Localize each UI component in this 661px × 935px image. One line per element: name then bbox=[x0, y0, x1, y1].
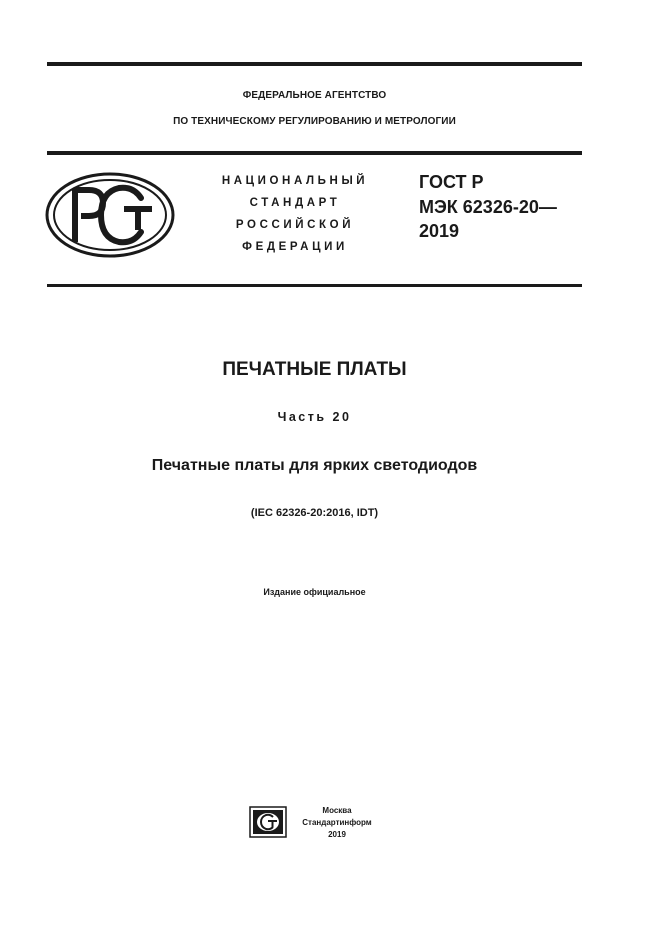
national-line-4: ФЕДЕРАЦИИ bbox=[242, 241, 348, 253]
document-part: Часть 20 bbox=[277, 410, 352, 424]
designation-line-3: 2019 bbox=[419, 221, 460, 241]
edition-label: Издание официальное bbox=[263, 587, 366, 597]
national-line-3: РОССИЙСКОЙ bbox=[235, 219, 355, 231]
document-subtitle: Печатные платы для ярких светодиодов bbox=[151, 457, 478, 474]
national-standard-label bbox=[200, 170, 390, 258]
iec-reference: (IEC 62326-20:2016, IDT) bbox=[250, 507, 379, 519]
designation-line-1: ГОСТ Р bbox=[419, 172, 484, 192]
standard-designation bbox=[419, 170, 557, 244]
rst-certification-mark-icon bbox=[45, 172, 175, 258]
document-title: ПЕЧАТНЫЕ ПЛАТЫ bbox=[222, 359, 407, 380]
bottom-rule bbox=[47, 284, 582, 287]
standartinform-logo-icon bbox=[249, 806, 287, 838]
national-line-2: СТАНДАРТ bbox=[249, 197, 341, 209]
publisher-city: Москва bbox=[322, 806, 352, 815]
top-rule bbox=[47, 62, 582, 66]
middle-rule bbox=[47, 151, 582, 155]
agency-name-line-1: ФЕДЕРАЛЬНОЕ АГЕНТСТВО bbox=[242, 90, 387, 101]
designation-line-2: МЭК 62326-20— bbox=[419, 196, 557, 217]
publisher-info bbox=[292, 805, 382, 841]
publisher-year: 2019 bbox=[328, 830, 346, 839]
publisher-name: Стандартинформ bbox=[302, 818, 372, 827]
agency-name-line-2: ПО ТЕХНИЧЕСКОМУ РЕГУЛИРОВАНИЮ И МЕТРОЛОГИИ bbox=[173, 116, 456, 127]
national-line-1: НАЦИОНАЛЬНЫЙ bbox=[221, 175, 369, 187]
